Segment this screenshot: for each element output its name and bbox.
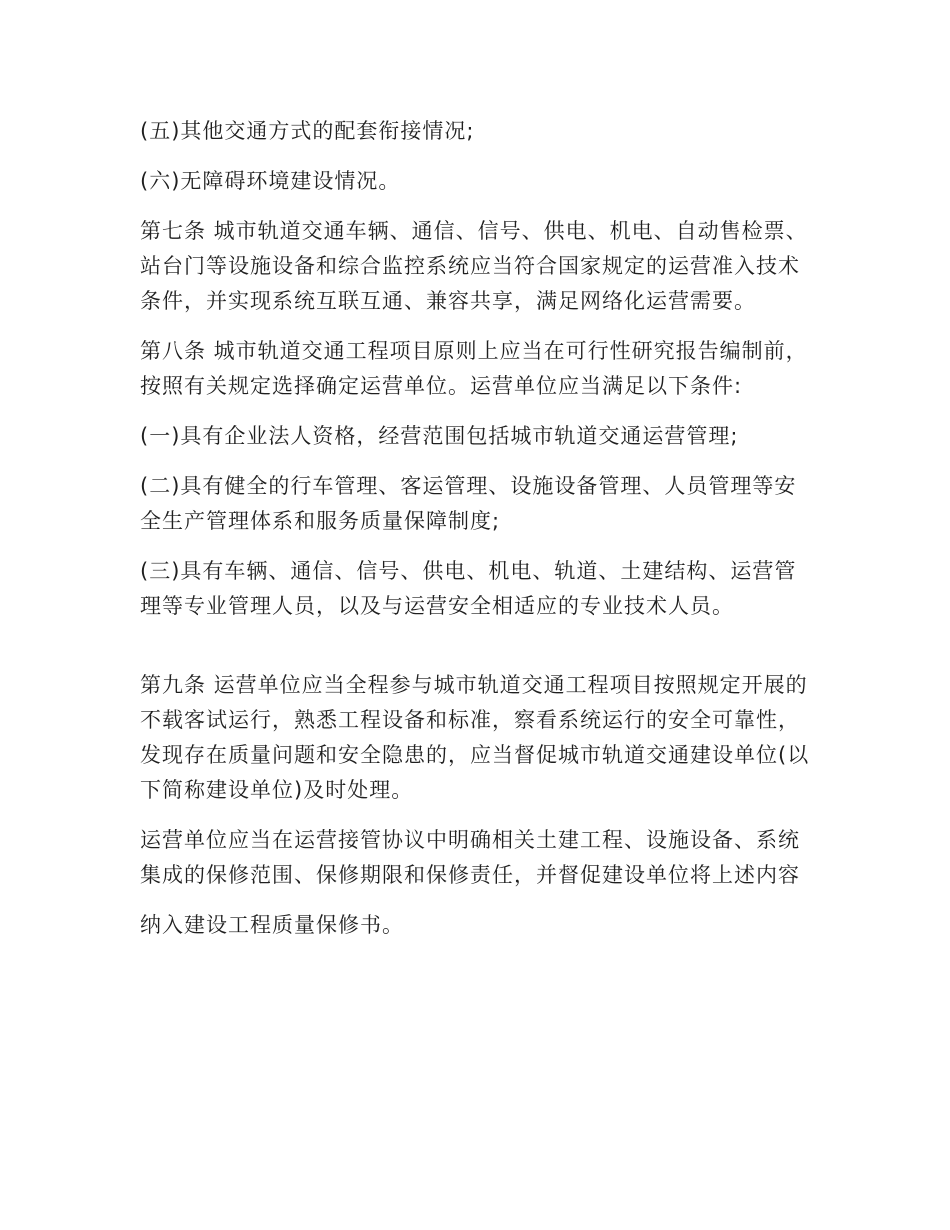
article-9-paragraph: 第九条 运营单位应当全程参与城市轨道交通工程项目按照规定开展的不载客试运行，熟悉工程设备和标准，察看系统运行的安全可靠性，发现存在质量问题和安全隐患的，应当督促城市轨道交通建设单位(以下简称建设单位)及时处理。 [140,673,810,802]
paragraph-item-5: (五)其他交通方式的配套衔接情况; [140,119,475,143]
warranty-paragraph: 纳入建设工程质量保修书。 [140,913,404,937]
paragraph-item-6: (六)无障碍环境建设情况。 [140,169,401,193]
condition-3-paragraph: (三)具有车辆、通信、信号、供电、机电、轨道、土建结构、运营管理等专业管理人员，以及与运营安全相适应的专业技术人员。 [140,559,797,618]
article-8-paragraph: 第八条 城市轨道交通工程项目原则上应当在可行性研究报告编制前，按照有关规定选择确定运营单位。运营单位应当满足以下条件: [140,339,808,398]
condition-1-paragraph: (一)具有企业法人资格，经营范围包括城市轨道交通运营管理; [140,424,739,448]
condition-2-paragraph: (二)具有健全的行车管理、客运管理、设施设备管理、人员管理等安全生产管理体系和服务质量保障制度; [140,474,797,533]
article-7-paragraph: 第七条 城市轨道交通车辆、通信、信号、供电、机电、自动售检票、站台门等设施设备和综合监控系统应当符合国家规定的运营准入技术条件，并实现系统互联互通、兼容共享，满足网络化运营需要。 [140,219,808,313]
document-body [140,114,812,958]
maintenance-agreement-paragraph: 运营单位应当在运营接管协议中明确相关土建工程、设施设备、系统集成的保修范围、保修期限和保修责任，并督促建设单位将上述内容 [140,828,800,887]
